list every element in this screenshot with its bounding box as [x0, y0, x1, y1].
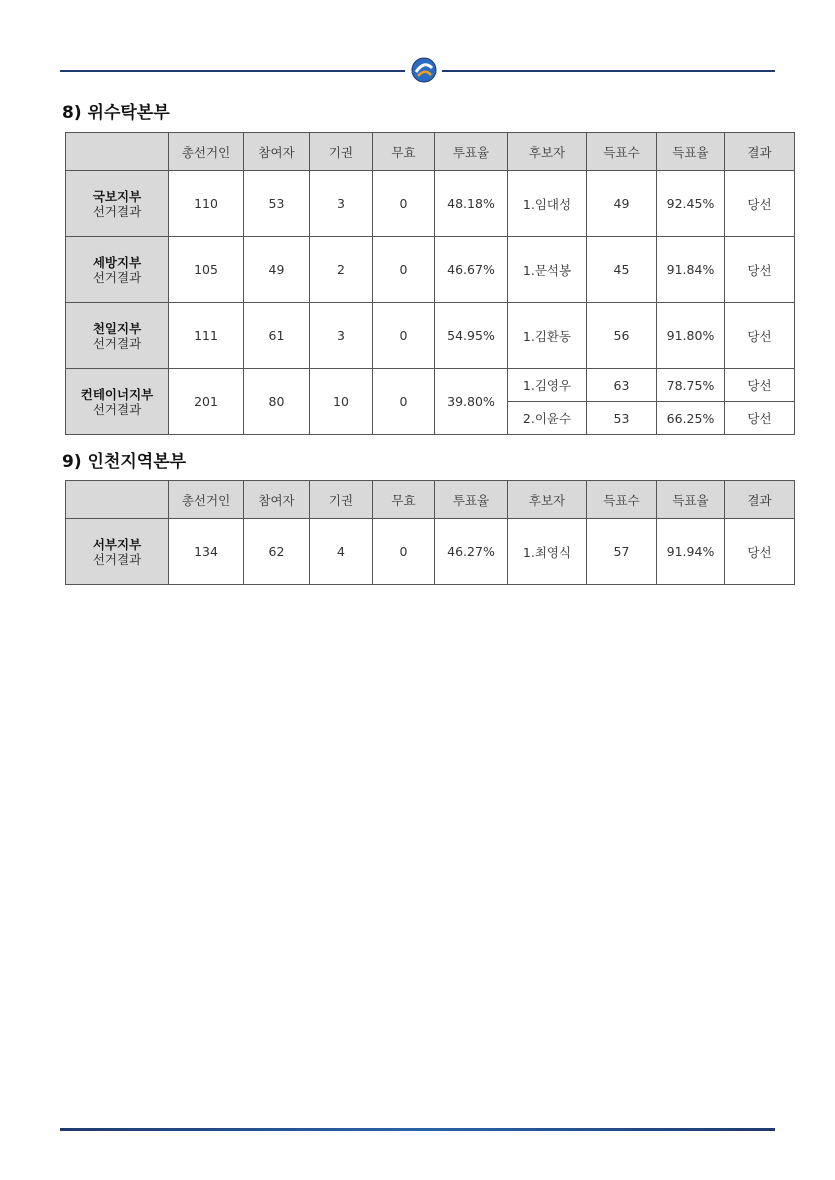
result-cell: 당선 [725, 402, 795, 435]
branch-name: 컨테이너지부 [80, 386, 154, 402]
branch-name-cell [66, 519, 169, 585]
candidate-cell: 2.이윤수 [508, 402, 587, 435]
branch-subtitle: 선거결과 [92, 401, 142, 417]
branch-subtitle: 선거결과 [92, 335, 142, 351]
header-cell [66, 133, 169, 171]
electors-cell: 134 [169, 519, 244, 585]
electors-cell: 201 [169, 369, 244, 435]
table-row [66, 171, 795, 237]
footer-divider [60, 1128, 775, 1131]
turnout-cell: 48.18% [435, 171, 508, 237]
header-cell: 총선거인 [169, 481, 244, 519]
header-cell: 득표율 [657, 481, 725, 519]
header-cell: 총선거인 [169, 133, 244, 171]
candidate-cell: 1.김영우 [508, 369, 587, 402]
invalid-cell: 0 [373, 303, 435, 369]
result-cell: 당선 [725, 237, 795, 303]
header-cell: 무효 [373, 133, 435, 171]
section-title-wisutak: 8) 위수탁본부 [62, 103, 170, 123]
branch-name: 세방지부 [92, 254, 142, 270]
branch-subtitle: 선거결과 [92, 551, 142, 567]
invalid-cell: 0 [373, 519, 435, 585]
branch-name-cell [66, 171, 169, 237]
abstain-cell: 3 [310, 171, 373, 237]
candidate-cell: 1.문석봉 [508, 237, 587, 303]
branch-name: 국보지부 [92, 188, 142, 204]
vote-rate-cell: 91.84% [657, 237, 725, 303]
branch-name-cell [66, 237, 169, 303]
header-cell: 투표율 [435, 481, 508, 519]
header-cell [66, 481, 169, 519]
header-cell: 후보자 [508, 133, 587, 171]
participants-cell: 53 [244, 171, 310, 237]
invalid-cell: 0 [373, 369, 435, 435]
electors-cell: 110 [169, 171, 244, 237]
vote-rate-cell: 78.75% [657, 369, 725, 402]
header-cell: 투표율 [435, 133, 508, 171]
header-divider-right [442, 70, 775, 72]
header-cell: 참여자 [244, 481, 310, 519]
invalid-cell: 0 [373, 171, 435, 237]
branch-name: 서부지부 [92, 536, 142, 552]
vote-rate-cell: 91.94% [657, 519, 725, 585]
abstain-cell: 10 [310, 369, 373, 435]
header-cell: 후보자 [508, 481, 587, 519]
branch-name-cell [66, 303, 169, 369]
votes-cell: 49 [587, 171, 657, 237]
results-table-wisutak [65, 132, 795, 435]
result-cell: 당선 [725, 369, 795, 402]
votes-cell: 63 [587, 369, 657, 402]
header-cell: 득표수 [587, 481, 657, 519]
vote-rate-cell: 92.45% [657, 171, 725, 237]
participants-cell: 61 [244, 303, 310, 369]
header-cell: 참여자 [244, 133, 310, 171]
participants-cell: 62 [244, 519, 310, 585]
header-cell: 득표율 [657, 133, 725, 171]
vote-rate-cell: 91.80% [657, 303, 725, 369]
section-title-incheon: 9) 인천지역본부 [62, 452, 187, 472]
abstain-cell: 4 [310, 519, 373, 585]
vote-rate-cell: 66.25% [657, 402, 725, 435]
participants-cell: 49 [244, 237, 310, 303]
header-cell: 무효 [373, 481, 435, 519]
votes-cell: 53 [587, 402, 657, 435]
table-header-row [66, 481, 795, 519]
candidate-cell: 1.임대성 [508, 171, 587, 237]
turnout-cell: 54.95% [435, 303, 508, 369]
result-cell: 당선 [725, 171, 795, 237]
union-logo-icon [410, 56, 438, 84]
invalid-cell: 0 [373, 237, 435, 303]
branch-name: 천일지부 [92, 320, 142, 336]
header-cell: 결과 [725, 133, 795, 171]
votes-cell: 57 [587, 519, 657, 585]
turnout-cell: 46.27% [435, 519, 508, 585]
votes-cell: 56 [587, 303, 657, 369]
candidate-cell: 1.최영식 [508, 519, 587, 585]
branch-subtitle: 선거결과 [92, 203, 142, 219]
header-cell: 기권 [310, 481, 373, 519]
votes-cell: 45 [587, 237, 657, 303]
abstain-cell: 2 [310, 237, 373, 303]
turnout-cell: 46.67% [435, 237, 508, 303]
header-cell: 기권 [310, 133, 373, 171]
results-table-incheon [65, 480, 795, 585]
abstain-cell: 3 [310, 303, 373, 369]
result-cell: 당선 [725, 303, 795, 369]
header-divider-left [60, 70, 405, 72]
table-row [66, 303, 795, 369]
electors-cell: 105 [169, 237, 244, 303]
participants-cell: 80 [244, 369, 310, 435]
table-row [66, 369, 795, 402]
table-row [66, 519, 795, 585]
branch-subtitle: 선거결과 [92, 269, 142, 285]
electors-cell: 111 [169, 303, 244, 369]
table-header-row [66, 133, 795, 171]
result-cell: 당선 [725, 519, 795, 585]
header-cell: 득표수 [587, 133, 657, 171]
branch-name-cell [66, 369, 169, 435]
header-cell: 결과 [725, 481, 795, 519]
candidate-cell: 1.김환동 [508, 303, 587, 369]
table-row [66, 237, 795, 303]
turnout-cell: 39.80% [435, 369, 508, 435]
